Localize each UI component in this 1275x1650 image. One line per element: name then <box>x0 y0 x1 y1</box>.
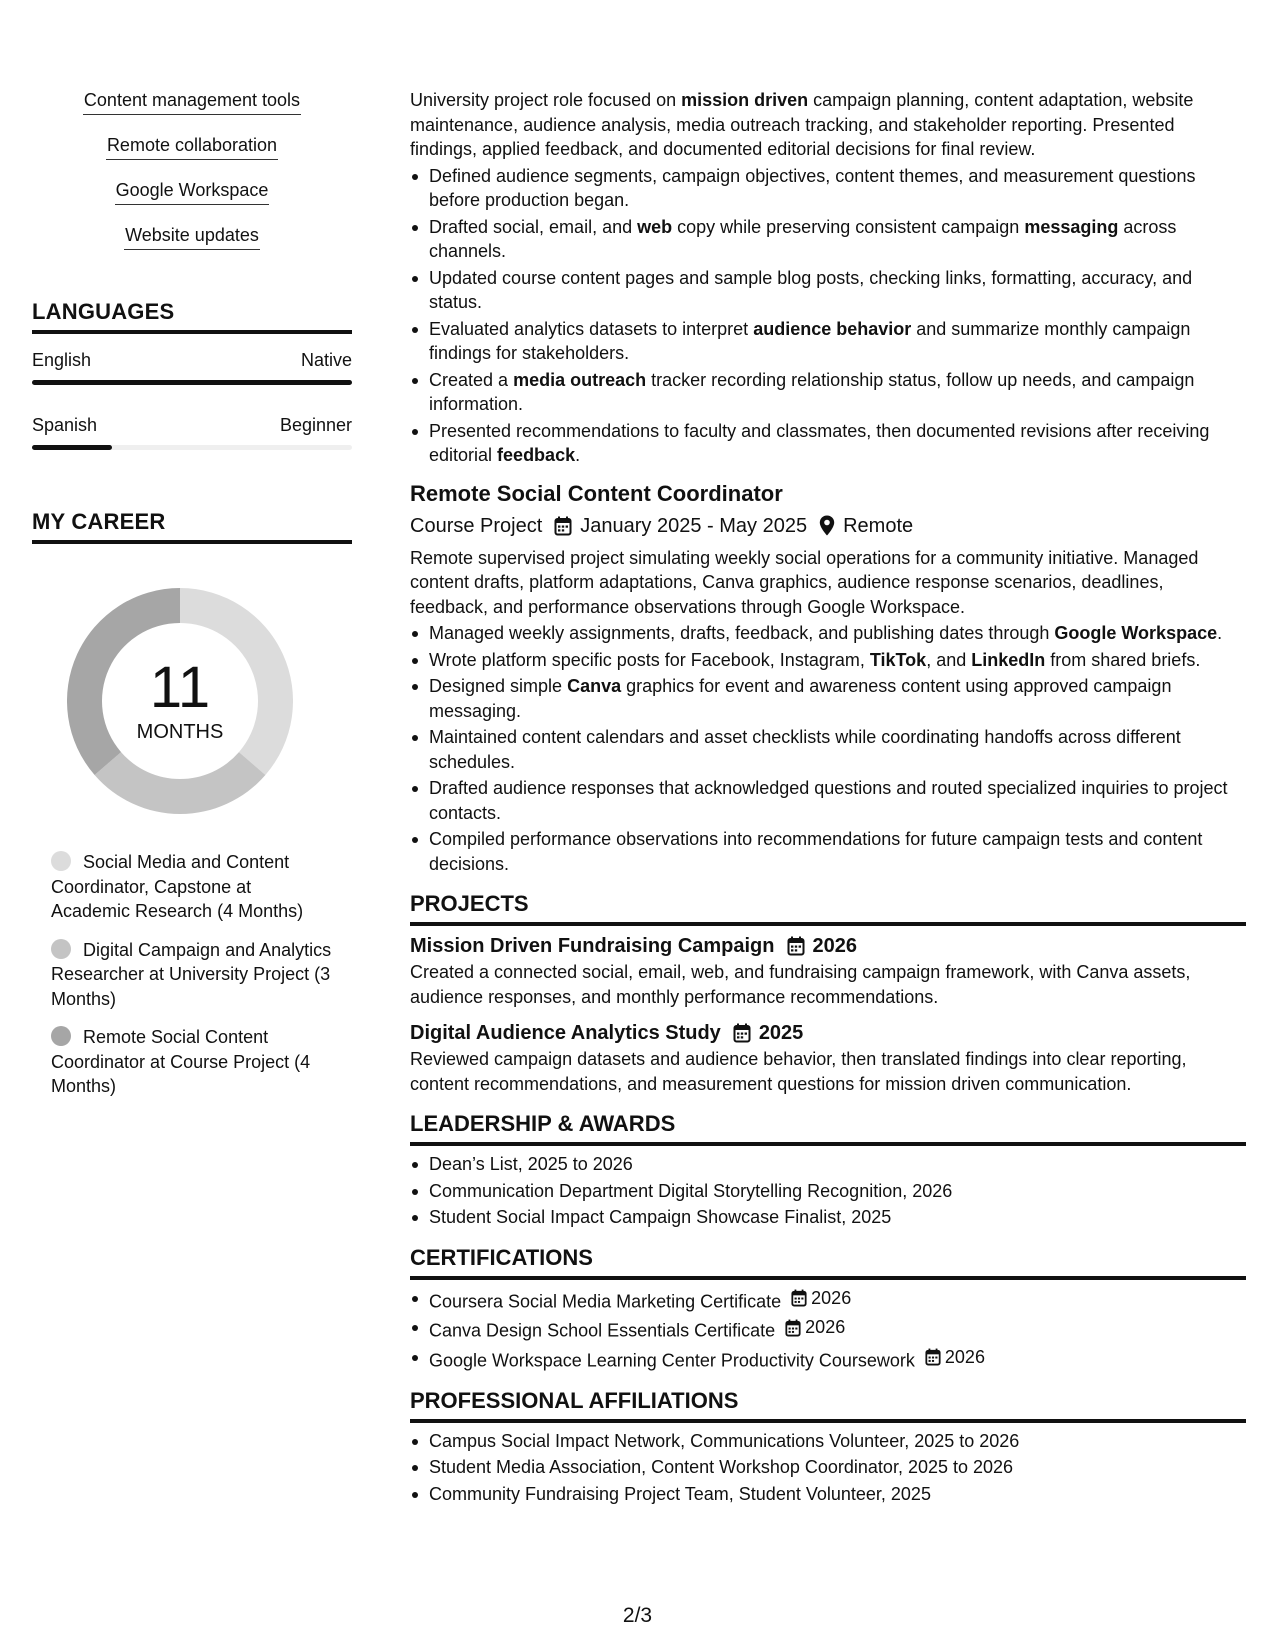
role-meta <box>410 512 1246 540</box>
affiliations-heading: PROFESSIONAL AFFILIATIONS <box>410 1387 739 1413</box>
career-legend-item <box>51 938 332 1012</box>
certification-name: Canva Design School Essentials Certificate <box>429 1320 776 1341</box>
location-pin-icon <box>819 515 835 536</box>
leadership-section <box>410 1110 1246 1230</box>
award-item: Dean’s List, 2025 to 2026 <box>410 1152 1246 1177</box>
calendar-icon <box>785 1319 801 1337</box>
project-title: Mission Driven Fundraising Campaign <box>410 935 775 957</box>
experience-bullet: Created a media outreach tracker recording relationship status, follow up needs, and campaign information. <box>410 368 1246 417</box>
sidebar <box>32 88 352 1113</box>
role-title: Remote Social Content Coordinator <box>410 480 783 506</box>
leadership-heading: LEADERSHIP & AWARDS <box>410 1111 676 1136</box>
proficiency-fill <box>32 445 112 450</box>
certification-year: 2026 <box>805 1317 846 1338</box>
languages-heading: LANGUAGES <box>32 299 175 324</box>
skill-tag: Google Workspace <box>115 178 270 205</box>
role-location: Remote <box>843 514 914 537</box>
project-item <box>410 1019 1246 1096</box>
project-year: 2025 <box>758 1022 804 1044</box>
experience-bullet: Evaluated analytics datasets to interpret audience behavior and summarize monthly campaign findings for stakeholders. <box>410 317 1246 366</box>
calendar-icon <box>733 1023 751 1043</box>
total-months-unit: MONTHS <box>136 721 224 743</box>
experience-summary: University project role focused on mission driven campaign planning, content adaptation, website maintenance, audience analysis, media outreach tracking, and stakeholder reporting. Presented findings, applied feedback, and documented editorial decisions for final review. <box>410 90 1194 159</box>
certifications-heading: CERTIFICATIONS <box>410 1244 593 1270</box>
affiliations-section <box>410 1387 1246 1507</box>
main-content <box>410 88 1246 1508</box>
calendar-icon <box>791 1289 807 1307</box>
experience-entry <box>410 88 1246 468</box>
section-divider <box>410 1419 1246 1423</box>
career-legend <box>32 850 332 1099</box>
experience-bullet: Designed simple Canva graphics for event and awareness content using approved campaign messaging. <box>410 674 1246 723</box>
experience-bullet: Compiled performance observations into recommendations for future campaign tests and content decisions. <box>410 827 1246 876</box>
career-legend-item <box>51 850 332 924</box>
legend-dot-icon <box>51 939 71 959</box>
experience-bullet: Drafted audience responses that acknowledged questions and routed specialized inquiries to project contacts. <box>410 776 1246 825</box>
award-item: Communication Department Digital Storytelling Recognition, 2026 <box>410 1179 1246 1204</box>
legend-dot-icon <box>51 1026 71 1046</box>
role-dates: January 2025 - May 2025 <box>580 514 808 537</box>
award-item: Student Social Impact Campaign Showcase Finalist, 2025 <box>410 1205 1246 1230</box>
proficiency-fill <box>32 380 352 385</box>
career-heading: MY CAREER <box>32 509 166 534</box>
role-organization: Course Project <box>410 514 543 537</box>
skill-tags <box>32 88 352 268</box>
proficiency-bar <box>32 445 352 450</box>
projects-heading: PROJECTS <box>410 891 529 916</box>
career-donut-chart <box>67 588 293 814</box>
certification-name: Google Workspace Learning Center Productivity Coursework <box>429 1350 915 1371</box>
career-legend-label: Social Media and Content Coordinator, Capstone at Academic Research (4 Months) <box>51 852 304 921</box>
project-description: Reviewed campaign datasets and audience behavior, then translated findings into clear reporting, content recommendations, and measurement questions for mission driven communication. <box>410 1049 1187 1094</box>
career-legend-label: Remote Social Content Coordinator at Course Project (4 Months) <box>51 1027 311 1096</box>
project-item <box>410 932 1246 1009</box>
career-legend-label: Digital Campaign and Analytics Researcher at University Project (3 Months) <box>51 939 332 1009</box>
experience-bullet: Managed weekly assignments, drafts, feedback, and publishing dates through Google Workspace. <box>410 621 1246 646</box>
section-divider <box>32 540 352 544</box>
calendar-icon <box>925 1348 941 1366</box>
affiliation-item: Campus Social Impact Network, Communications Volunteer, 2025 to 2026 <box>410 1429 1246 1454</box>
certification-item <box>410 1345 1246 1373</box>
projects-section <box>410 890 1246 1096</box>
language-name: English <box>32 350 92 370</box>
languages-section <box>32 298 352 450</box>
language-item <box>32 348 352 385</box>
calendar-icon <box>554 516 572 536</box>
affiliation-item: Community Fundraising Project Team, Student Volunteer, 2025 <box>410 1482 1246 1507</box>
proficiency-bar <box>32 380 352 385</box>
experience-entry <box>410 480 1246 877</box>
section-divider <box>410 1276 1246 1280</box>
career-section <box>32 508 352 1099</box>
language-level: Beginner <box>279 415 352 435</box>
section-divider <box>32 330 352 334</box>
calendar-icon <box>787 936 805 956</box>
certification-item <box>410 1286 1246 1314</box>
experience-bullet: Drafted social, email, and web copy while preserving consistent campaign messaging across channels. <box>410 215 1246 264</box>
experience-bullet: Maintained content calendars and asset checklists while coordinating handoffs across different schedules. <box>410 725 1246 774</box>
language-level: Native <box>300 350 352 370</box>
skill-tag: Content management tools <box>83 88 301 115</box>
experience-summary: Remote supervised project simulating weekly social operations for a community initiative. Managed content drafts, platform adaptations, Canva graphics, audience response scenarios, deadlines, feedback, and performance observations through Google Workspace. <box>410 547 1199 617</box>
experience-bullet: Wrote platform specific posts for Facebook, Instagram, TikTok, and LinkedIn from shared briefs. <box>410 648 1246 673</box>
legend-dot-icon <box>51 851 71 871</box>
experience-bullet: Updated course content pages and sample blog posts, checking links, formatting, accuracy, and status. <box>410 266 1246 315</box>
experience-bullets <box>410 164 1246 468</box>
certification-year: 2026 <box>811 1287 852 1308</box>
certification-name: Coursera Social Media Marketing Certificate <box>429 1290 782 1311</box>
experience-bullets <box>410 621 1246 876</box>
project-title: Digital Audience Analytics Study <box>410 1022 721 1044</box>
experience-bullet: Presented recommendations to faculty and classmates, then documented revisions after receiving editorial feedback. <box>410 419 1246 468</box>
experience-bullet: Defined audience segments, campaign objectives, content themes, and measurement questions before production began. <box>410 164 1246 213</box>
skill-tag: Remote collaboration <box>106 133 278 160</box>
affiliation-item: Student Media Association, Content Workshop Coordinator, 2025 to 2026 <box>410 1455 1246 1480</box>
project-year: 2026 <box>812 935 857 957</box>
page-number: 2/3 <box>622 1604 653 1627</box>
career-legend-item <box>51 1025 332 1099</box>
certification-year: 2026 <box>944 1347 985 1367</box>
skill-tag: Website updates <box>124 223 260 250</box>
language-item <box>32 413 352 450</box>
project-description: Created a connected social, email, web, and fundraising campaign framework, with Canva assets, audience responses, and monthly performance recommendations. <box>410 962 1191 1007</box>
section-divider <box>410 922 1246 926</box>
total-months-value: 11 <box>149 655 211 720</box>
certifications-section <box>410 1244 1246 1373</box>
section-divider <box>410 1142 1246 1146</box>
language-name: Spanish <box>32 415 98 435</box>
certification-item <box>410 1315 1246 1343</box>
